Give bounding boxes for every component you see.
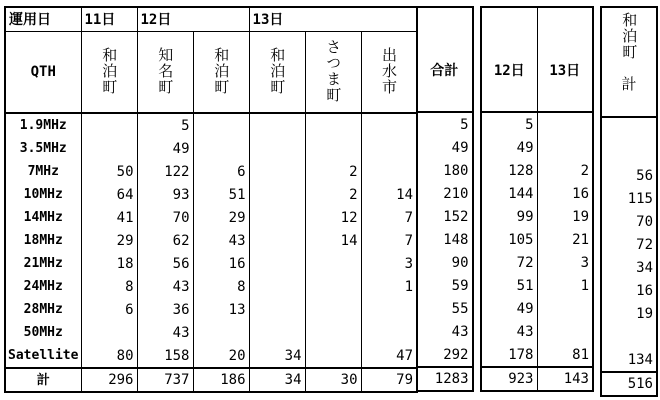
- cell-value: [249, 229, 305, 252]
- cell-value: [193, 137, 249, 160]
- total-value: 152: [417, 205, 473, 228]
- total-value: 210: [417, 182, 473, 205]
- cell-value: [305, 275, 361, 298]
- total-value: 292: [417, 343, 473, 367]
- sum13-label: 13日: [537, 31, 593, 112]
- table-row: [5, 298, 417, 321]
- total-cell: 30: [305, 368, 361, 392]
- cell-value: [305, 298, 361, 321]
- wadomari-value: 72: [601, 233, 657, 256]
- cell-value: 7: [361, 206, 417, 229]
- total-value: 148: [417, 228, 473, 251]
- sum13-value: [537, 320, 593, 343]
- cell-value: 43: [193, 229, 249, 252]
- cell-value: [193, 113, 249, 137]
- header-day13: 13日: [249, 7, 417, 32]
- cell-value: 43: [137, 321, 193, 344]
- wadomari-table: [600, 6, 658, 397]
- cell-value: 14: [361, 183, 417, 206]
- station-3: 和泊町: [268, 46, 287, 95]
- cell-value: 70: [137, 206, 193, 229]
- wadomari-value: 19: [601, 302, 657, 325]
- cell-value: [361, 160, 417, 183]
- cell-value: 36: [137, 298, 193, 321]
- cell-value: [81, 321, 137, 344]
- wadomari-value: 70: [601, 210, 657, 233]
- cell-value: 6: [193, 160, 249, 183]
- cell-value: 34: [249, 344, 305, 368]
- cell-value: 122: [137, 160, 193, 183]
- cell-value: [361, 113, 417, 137]
- cell-value: 49: [137, 137, 193, 160]
- band-label: 28MHz: [5, 298, 81, 321]
- cell-value: 29: [81, 229, 137, 252]
- cell-value: 64: [81, 183, 137, 206]
- sum12-value: 49: [481, 136, 537, 159]
- cell-value: 12: [305, 206, 361, 229]
- sum13-value: 1: [537, 274, 593, 297]
- cell-value: [249, 160, 305, 183]
- total-value: 90: [417, 251, 473, 274]
- sum13-total: 143: [537, 367, 593, 391]
- cell-value: [249, 298, 305, 321]
- header-day11: 11日: [81, 7, 137, 32]
- table-row: [5, 160, 417, 183]
- cell-value: [249, 275, 305, 298]
- cell-value: 47: [361, 344, 417, 368]
- wadomari-sub: 計: [621, 75, 637, 93]
- band-label: 14MHz: [5, 206, 81, 229]
- cell-value: [249, 206, 305, 229]
- sum13-value: [537, 112, 593, 136]
- sum12-value: 128: [481, 159, 537, 182]
- table-row: [5, 321, 417, 344]
- cell-value: 14: [305, 229, 361, 252]
- cell-value: [305, 344, 361, 368]
- header-day12: 12日: [137, 7, 249, 32]
- sum13-value: 16: [537, 182, 593, 205]
- station-0: 和泊町: [100, 46, 119, 95]
- cell-value: [361, 298, 417, 321]
- cell-value: 41: [81, 206, 137, 229]
- cell-value: 18: [81, 252, 137, 275]
- cell-value: [249, 252, 305, 275]
- wadomari-value: 56: [601, 164, 657, 187]
- cell-value: 8: [81, 275, 137, 298]
- cell-value: 6: [81, 298, 137, 321]
- sum12-value: 99: [481, 205, 537, 228]
- total-cell: 34: [249, 368, 305, 392]
- cell-value: [361, 321, 417, 344]
- band-label: 18MHz: [5, 229, 81, 252]
- wadomari-value: 115: [601, 187, 657, 210]
- cell-value: [81, 113, 137, 137]
- table-row: [5, 275, 417, 298]
- cell-value: 158: [137, 344, 193, 368]
- wadomari-value: 16: [601, 279, 657, 302]
- cell-value: 80: [81, 344, 137, 368]
- total-value: 55: [417, 297, 473, 320]
- sum12-total: 923: [481, 367, 537, 391]
- sum12-value: 178: [481, 343, 537, 367]
- station-2: 和泊町: [212, 46, 231, 95]
- cell-value: 43: [137, 275, 193, 298]
- cell-value: [249, 113, 305, 137]
- total-value: 43: [417, 320, 473, 343]
- table-row: [5, 183, 417, 206]
- table-row: [5, 344, 417, 368]
- cell-value: [81, 137, 137, 160]
- sum13-value: 19: [537, 205, 593, 228]
- sum12-value: 5: [481, 112, 537, 136]
- header-label: 運用日: [5, 7, 81, 32]
- band-label: 21MHz: [5, 252, 81, 275]
- total-cell: 296: [81, 368, 137, 392]
- cell-value: 93: [137, 183, 193, 206]
- cell-value: 7: [361, 229, 417, 252]
- total-value: 59: [417, 274, 473, 297]
- cell-value: [361, 137, 417, 160]
- cell-value: 2: [305, 183, 361, 206]
- wadomari-value: 34: [601, 256, 657, 279]
- summary-table: [480, 6, 594, 392]
- cell-value: 62: [137, 229, 193, 252]
- sum12-value: 105: [481, 228, 537, 251]
- total-value: 180: [417, 159, 473, 182]
- total-cell: 186: [193, 368, 249, 392]
- cell-value: 20: [193, 344, 249, 368]
- sum12-value: 144: [481, 182, 537, 205]
- sum13-value: 3: [537, 251, 593, 274]
- sum12-value: 72: [481, 251, 537, 274]
- wadomari-value: [601, 117, 657, 141]
- cell-value: 50: [81, 160, 137, 183]
- sum12-value: 43: [481, 320, 537, 343]
- cell-value: 1: [361, 275, 417, 298]
- cell-value: [249, 321, 305, 344]
- cell-value: 29: [193, 206, 249, 229]
- station-4: さつま町: [324, 38, 343, 103]
- sum13-value: [537, 136, 593, 159]
- sum12-value: 51: [481, 274, 537, 297]
- band-label: Satellite: [5, 344, 81, 368]
- band-label: 1.9MHz: [5, 113, 81, 137]
- cell-value: 5: [137, 113, 193, 137]
- total-cell: 737: [137, 368, 193, 392]
- sum13-value: 81: [537, 343, 593, 367]
- total-cell: 79: [361, 368, 417, 392]
- table-row: [5, 113, 417, 137]
- station-5: 出水市: [380, 46, 399, 95]
- table-row: [5, 252, 417, 275]
- cell-value: [249, 183, 305, 206]
- wadomari-head: 和泊町: [620, 12, 639, 60]
- wadomari-total: 516: [601, 372, 657, 396]
- cell-value: [193, 321, 249, 344]
- cell-value: 16: [193, 252, 249, 275]
- table-row: [5, 137, 417, 160]
- sum13-value: 2: [537, 159, 593, 182]
- qth-label: QTH: [5, 32, 81, 114]
- cell-value: [305, 113, 361, 137]
- cell-value: [305, 252, 361, 275]
- grand-total: 1283: [417, 367, 473, 391]
- total-label: 合計: [417, 31, 473, 112]
- wadomari-value: 134: [601, 348, 657, 372]
- cell-value: 2: [305, 160, 361, 183]
- cell-value: [305, 137, 361, 160]
- band-label: 24MHz: [5, 275, 81, 298]
- band-label: 10MHz: [5, 183, 81, 206]
- cell-value: [249, 137, 305, 160]
- cell-value: [305, 321, 361, 344]
- cell-value: 13: [193, 298, 249, 321]
- table-row: [5, 206, 417, 229]
- table-row: [5, 229, 417, 252]
- wadomari-value: [601, 141, 657, 164]
- sum12-label: 12日: [481, 31, 537, 112]
- total-table: [416, 6, 474, 392]
- cell-value: 56: [137, 252, 193, 275]
- station-1: 知名町: [156, 46, 175, 95]
- wadomari-value: [601, 325, 657, 348]
- cell-value: 51: [193, 183, 249, 206]
- totals-label: 計: [5, 368, 81, 392]
- sum13-value: 21: [537, 228, 593, 251]
- total-value: 5: [417, 112, 473, 136]
- band-label: 7MHz: [5, 160, 81, 183]
- sum13-value: [537, 297, 593, 320]
- sum12-value: 49: [481, 297, 537, 320]
- band-label: 3.5MHz: [5, 137, 81, 160]
- main-table: [4, 6, 418, 393]
- cell-value: 8: [193, 275, 249, 298]
- total-value: 49: [417, 136, 473, 159]
- cell-value: 3: [361, 252, 417, 275]
- band-label: 50MHz: [5, 321, 81, 344]
